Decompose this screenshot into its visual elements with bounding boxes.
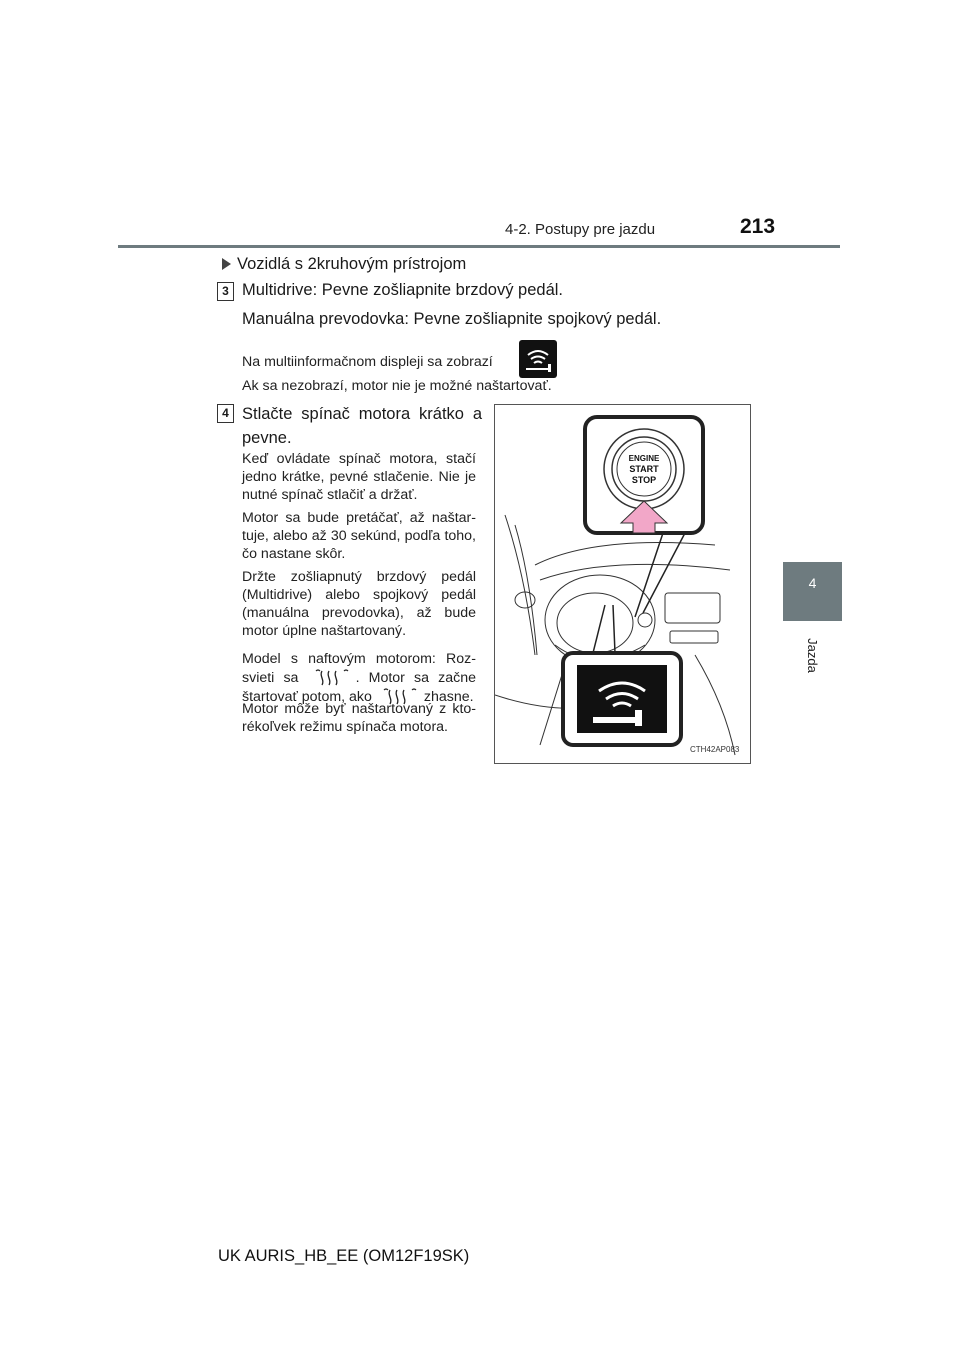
engine-start-indicator-icon bbox=[519, 340, 557, 378]
step4-paragraph-2: Motor sa bude pretáčať, až naštar-tuje, alebo až 30 sekúnd, podľa toho, čo nastane skôr. bbox=[242, 510, 476, 562]
step-number-4: 4 bbox=[217, 404, 234, 423]
chapter-tab-number: 4 bbox=[808, 575, 817, 591]
step-number-3: 3 bbox=[217, 282, 234, 301]
step4-paragraph-5: Motor môže byť naštartovaný z kto-rékoľvek režimu spínača motora. bbox=[242, 701, 476, 735]
step4-paragraph-1: Keď ovládate spínač motora, stačí jedno krátke, pevné stlačenie. Nie je nutné spínač stlačiť a držať. bbox=[242, 451, 476, 503]
button-label-line-1: ENGINE bbox=[628, 454, 660, 463]
intro-bullet: Vozidlá s 2kruhovým prístrojom bbox=[222, 255, 466, 274]
step4-paragraph-4: Model s naftovým motorom: Roz-svieti sa . Motor sa začne štartovať potom, ako zhasne. bbox=[242, 651, 476, 705]
step4-instruction: Stlačte spínač motora krátko a pevne. bbox=[242, 405, 482, 447]
step3-note-1: Na multiinformačnom displeji sa zobrazí bbox=[242, 354, 493, 370]
glow-plug-indicator-icon bbox=[312, 668, 352, 686]
step3-instruction-1: Multidrive: Pevne zošliapnite brzdový pedál. bbox=[242, 281, 564, 299]
dashboard-illustration bbox=[494, 404, 751, 764]
dashboard-drawing bbox=[495, 405, 750, 763]
section-title: 4-2. Postupy pre jazdu bbox=[505, 221, 656, 238]
chapter-tab[interactable] bbox=[783, 562, 842, 621]
document-footer: UK AURIS_HB_EE (OM12F19SK) bbox=[218, 1247, 470, 1265]
chapter-label: Jazda bbox=[805, 638, 820, 673]
page-number: 213 bbox=[740, 215, 776, 238]
button-label-line-3: STOP bbox=[631, 475, 657, 485]
triangle-bullet-icon bbox=[222, 258, 231, 270]
illustration-code: CTH42AP083 bbox=[690, 745, 740, 754]
step4-paragraph-3: Držte zošliapnutý brzdový pedál (Multidrive) alebo spojkový pedál (manuálna prevodovka), až bude motor úplne naštartovaný. bbox=[242, 569, 476, 639]
step3-note-2: Ak sa nezobrazí, motor nie je možné naštartovať. bbox=[242, 378, 552, 394]
step3-instruction-2: Manuálna prevodovka: Pevne zošliapnite spojkový pedál. bbox=[242, 310, 662, 328]
button-label-line-2: START bbox=[629, 464, 659, 474]
header-divider bbox=[118, 245, 840, 248]
